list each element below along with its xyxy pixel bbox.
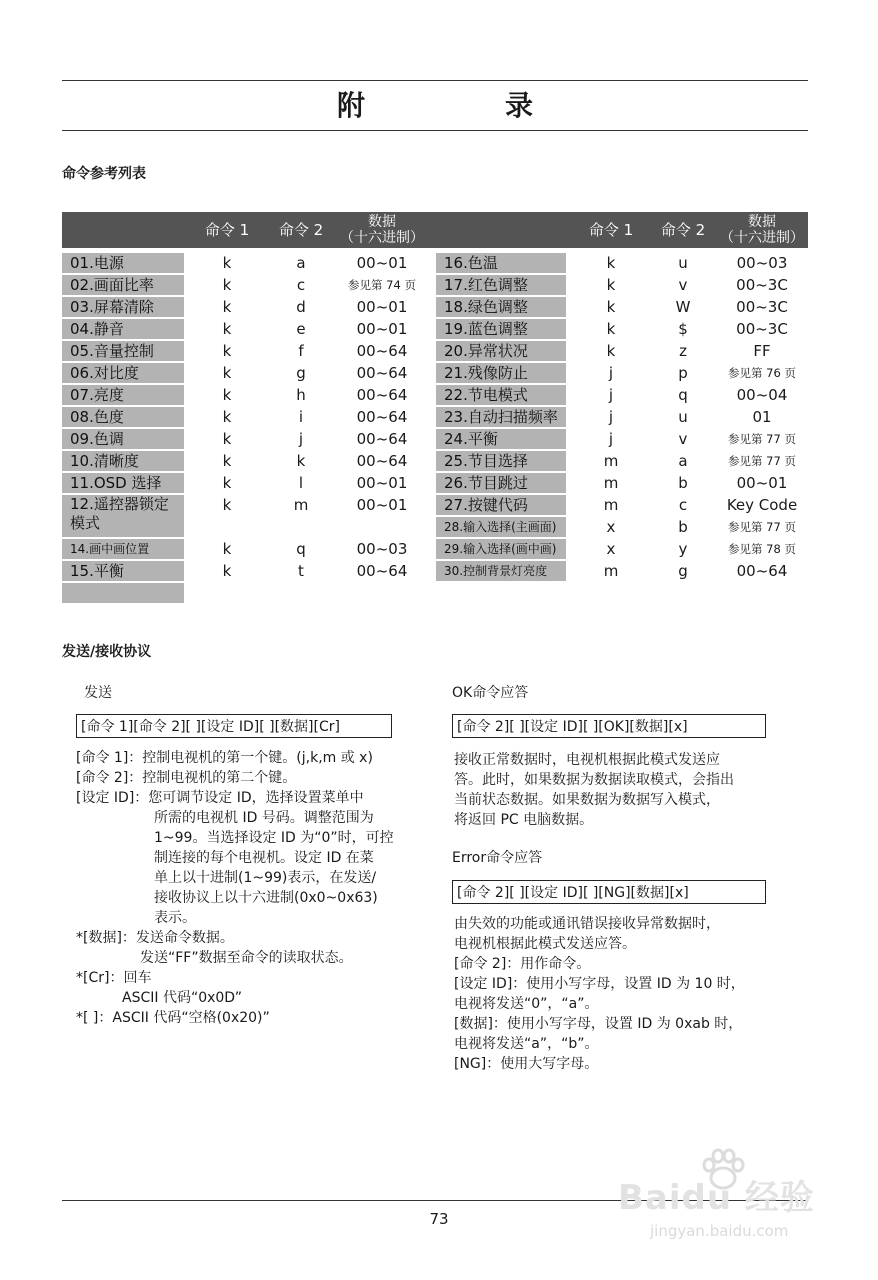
row-command2: p: [678, 364, 688, 382]
row-data: 00~01: [356, 474, 408, 492]
row-name: 12.遥控器锁定 模式: [62, 495, 184, 537]
row-name: 30.控制背景灯亮度: [436, 561, 566, 581]
row-command1: k: [222, 452, 232, 470]
row-command1: j: [608, 364, 614, 382]
row-command1: k: [222, 298, 232, 316]
row-data: 00~01: [356, 496, 408, 514]
send-line: [设定 ID]：您可调节设定 ID，选择设置菜单中: [76, 790, 364, 806]
row-command1: k: [222, 430, 232, 448]
row-command1: k: [222, 496, 232, 514]
row-command2: h: [296, 386, 306, 404]
row-name: 14.画中画位置: [62, 539, 184, 559]
row-command2: z: [679, 342, 687, 360]
error-line: [命令 2]：用作命令。: [454, 956, 591, 972]
row-name: 05.音量控制: [62, 341, 184, 361]
row-name: 27.按键代码: [436, 495, 566, 515]
row-data: 00~64: [356, 386, 408, 404]
row-data: 00~01: [736, 474, 788, 492]
row-name: 09.色调: [62, 429, 184, 449]
row-command2: a: [678, 452, 688, 470]
row-command1: k: [222, 342, 232, 360]
row-name: 07.亮度: [62, 385, 184, 405]
row-name: 25.节目选择: [436, 451, 566, 471]
row-data: 00~64: [356, 562, 408, 580]
row-name: 01.电源: [62, 253, 184, 273]
row-data: Key Code: [726, 496, 798, 514]
row-name: 24.平衡: [436, 429, 566, 449]
ok-format-box: [命令 2][ ][设定 ID][ ][OK][数据][x]: [452, 714, 766, 738]
error-line: 电视机根据此模式发送应答。: [454, 936, 636, 952]
row-data: 00~01: [356, 320, 408, 338]
row-command1: k: [222, 364, 232, 382]
table-row: [62, 406, 434, 428]
row-command1: k: [606, 298, 616, 316]
row-command2: k: [296, 452, 306, 470]
header-cmd1-right: 命令 1: [588, 221, 634, 239]
row-data: 00~64: [356, 364, 408, 382]
header-data-line2: （十六进制）: [720, 230, 804, 246]
table-row: [62, 274, 434, 296]
ok-line: 接收正常数据时，电视机根据此模式发送应: [454, 752, 720, 768]
row-command1: k: [222, 408, 232, 426]
row-data: 00~64: [736, 562, 788, 580]
error-line: 由失效的功能或通讯错误接收异常数据时，: [454, 916, 720, 932]
error-format-box: [命令 2][ ][设定 ID][ ][NG][数据][x]: [452, 880, 766, 904]
row-command1: x: [606, 540, 616, 558]
table-row: [436, 296, 808, 318]
row-data: [334, 582, 430, 604]
title-rule: [62, 130, 808, 131]
row-data: 参见第 76 页: [728, 366, 796, 380]
send-line: [命令 1]：控制电视机的第一个键。(j,k,m 或 x): [76, 750, 373, 766]
send-description: [76, 748, 394, 1028]
header-data-line1: 数据: [748, 214, 776, 230]
watermark-logo: Baidu 经验: [618, 1178, 815, 1218]
row-command1: k: [222, 320, 232, 338]
row-name: 08.色度: [62, 407, 184, 427]
table-row: [62, 296, 434, 318]
row-command2: b: [678, 518, 688, 536]
row-name: 15.平衡: [62, 561, 184, 581]
row-command2: g: [678, 562, 688, 580]
row-data: 01: [752, 408, 772, 426]
row-command2: v: [678, 276, 688, 294]
table-row: [436, 450, 808, 472]
row-name: 17.红色调整: [436, 275, 566, 295]
send-line: 发送“FF”数据至命令的读取状态。: [140, 950, 353, 966]
page-number: 73: [429, 1210, 449, 1228]
row-name: 20.异常状况: [436, 341, 566, 361]
ok-heading: OK命令应答: [452, 685, 529, 701]
row-name: 02.画面比率: [62, 275, 184, 295]
row-command1: m: [603, 452, 619, 470]
row-command2: t: [298, 562, 304, 580]
row-command2: u: [678, 254, 688, 272]
row-name: 26.节目跳过: [436, 473, 566, 493]
send-heading: 发送: [84, 685, 112, 701]
table-row: [436, 384, 808, 406]
row-command1: m: [603, 496, 619, 514]
ok-line: 将返回 PC 电脑数据。: [454, 812, 594, 828]
row-command2: a: [296, 254, 306, 272]
row-name: 29.输入选择(画中画): [436, 539, 566, 559]
row-command2: v: [678, 430, 688, 448]
section-heading-protocol: 发送/接收协议: [62, 644, 152, 660]
table-row: [62, 384, 434, 406]
row-data: 00~64: [356, 408, 408, 426]
table-row: [62, 538, 434, 560]
row-command2: y: [678, 540, 688, 558]
row-command1: m: [603, 474, 619, 492]
ok-line: 答。此时，如果数据为数据读取模式，会指出: [454, 772, 734, 788]
error-line: [NG]：使用大写字母。: [454, 1056, 599, 1072]
send-format-box: [命令 1][命令 2][ ][设定 ID][ ][数据][Cr]: [76, 714, 392, 738]
row-data: 00~64: [356, 430, 408, 448]
table-row: [62, 428, 434, 450]
row-command1: k: [222, 276, 232, 294]
header-cmd2-left: 命令 2: [278, 221, 324, 239]
row-name: 23.自动扫描频率: [436, 407, 566, 427]
send-line: *[ ]：ASCII 代码“空格(0x20)”: [76, 1010, 270, 1026]
table-row: [62, 560, 434, 582]
table-row: [436, 340, 808, 362]
error-line: [设定 ID]：使用小写字母，设置 ID 为 10 时，: [454, 976, 745, 992]
send-line: 表示。: [154, 910, 196, 926]
error-heading: Error命令应答: [452, 850, 543, 866]
row-command1: k: [222, 562, 232, 580]
row-data: 参见第 74 页: [348, 278, 416, 292]
row-data: 00~03: [736, 254, 788, 272]
page-title: 附 录: [336, 89, 589, 122]
send-line: *[数据]：发送命令数据。: [76, 930, 234, 946]
row-data: 00~3C: [736, 320, 788, 338]
row-name: 21.残像防止: [436, 363, 566, 383]
row-command1: k: [222, 540, 232, 558]
row-command1: j: [608, 408, 614, 426]
row-data: 参见第 77 页: [728, 454, 796, 468]
table-row: [436, 472, 808, 494]
row-command2: $: [678, 320, 688, 338]
row-name: 11.OSD 选择: [62, 473, 184, 493]
send-line: *[Cr]：回车: [76, 970, 152, 986]
row-name: [62, 583, 184, 603]
row-name: 10.清晰度: [62, 451, 184, 471]
row-command2: m: [293, 496, 309, 514]
send-line: 制连接的每个电视机。设定 ID 在菜: [154, 850, 374, 866]
table-row: [436, 494, 808, 516]
table-row: [62, 472, 434, 494]
row-command2: u: [678, 408, 688, 426]
row-command2: c: [678, 496, 688, 514]
row-data: 参见第 78 页: [728, 542, 796, 556]
row-command2: q: [678, 386, 688, 404]
table-row: [436, 362, 808, 384]
table-row: [62, 318, 434, 340]
row-name: 28.输入选择(主画面): [436, 517, 566, 537]
header-data-left: [334, 212, 430, 248]
row-data: 00~04: [736, 386, 788, 404]
header-cmd2-right: 命令 2: [660, 221, 706, 239]
table-row: [436, 538, 808, 560]
top-rule: [62, 80, 808, 81]
row-command1: k: [606, 342, 616, 360]
table-row: [436, 274, 808, 296]
send-line: 1~99。当选择设定 ID 为“0”时，可控: [154, 830, 394, 846]
row-name: 22.节电模式: [436, 385, 566, 405]
header-data-right: [714, 212, 810, 248]
table-row: [62, 582, 434, 604]
row-command2: d: [296, 298, 306, 316]
row-command1: m: [603, 562, 619, 580]
row-data: FF: [753, 342, 771, 360]
row-command1: k: [222, 386, 232, 404]
row-command1: k: [606, 276, 616, 294]
row-name: 04.静音: [62, 319, 184, 339]
row-name: 16.色温: [436, 253, 566, 273]
row-command1: k: [606, 320, 616, 338]
table-row: [62, 494, 434, 532]
table-row: [62, 362, 434, 384]
error-line: [数据]：使用小写字母，设置 ID 为 0xab 时，: [454, 1016, 743, 1032]
send-line: [命令 2]：控制电视机的第二个键。: [76, 770, 297, 786]
header-cmd1-left: 命令 1: [204, 221, 250, 239]
row-command2: j: [298, 430, 304, 448]
row-data: 00~01: [356, 298, 408, 316]
row-command1: k: [222, 474, 232, 492]
row-command2: f: [298, 342, 304, 360]
table-header: [62, 212, 808, 248]
row-name: 06.对比度: [62, 363, 184, 383]
section-heading-command-list: 命令参考列表: [62, 166, 146, 182]
error-line: 电视将发送“0”，“a”。: [454, 996, 599, 1012]
send-line: 所需的电视机 ID 号码。调整范围为: [154, 810, 374, 826]
row-command1: k: [606, 254, 616, 272]
table-row: [436, 406, 808, 428]
send-line: 单上以十进制(1~99)表示，在发送/: [154, 870, 377, 886]
row-data: 00~3C: [736, 276, 788, 294]
row-command1: j: [608, 386, 614, 404]
row-command2: W: [675, 298, 691, 316]
row-command2: e: [296, 320, 306, 338]
table-row: [436, 318, 808, 340]
row-command2: b: [678, 474, 688, 492]
row-data: 00~3C: [736, 298, 788, 316]
row-data: 参见第 77 页: [728, 520, 796, 534]
watermark-url: jingyan.baidu.com: [650, 1222, 789, 1240]
row-data: 00~03: [356, 540, 408, 558]
header-data-line2: （十六进制）: [340, 230, 424, 246]
header-data-line1: 数据: [368, 214, 396, 230]
row-command1: [194, 582, 260, 604]
table-row: [62, 252, 434, 274]
row-command2: i: [298, 408, 304, 426]
row-name: 19.蓝色调整: [436, 319, 566, 339]
table-row: [436, 252, 808, 274]
table-row: [436, 560, 808, 582]
ok-line: 当前状态数据。如果数据为数据写入模式，: [454, 792, 720, 808]
row-command1: j: [608, 430, 614, 448]
table-row: [436, 516, 808, 538]
table-row: [436, 428, 808, 450]
row-data: 00~64: [356, 452, 408, 470]
table-row: [62, 450, 434, 472]
send-line: ASCII 代码“0x0D”: [122, 990, 242, 1006]
row-name: 18.绿色调整: [436, 297, 566, 317]
row-command2: c: [296, 276, 306, 294]
send-line: 接收协议上以十六进制(0x0~0x63): [154, 890, 378, 906]
row-command2: q: [296, 540, 306, 558]
row-command2: g: [296, 364, 306, 382]
error-line: 电视将发送“a”，“b”。: [454, 1036, 599, 1052]
row-command1: x: [606, 518, 616, 536]
row-data: 00~64: [356, 342, 408, 360]
row-command2: [268, 582, 334, 604]
row-command1: k: [222, 254, 232, 272]
ok-description: [454, 750, 734, 830]
row-data: 00~01: [356, 254, 408, 272]
row-command2: l: [298, 474, 304, 492]
table-row: [62, 340, 434, 362]
error-description: [454, 914, 745, 1074]
row-name: 03.屏幕清除: [62, 297, 184, 317]
row-data: 参见第 77 页: [728, 432, 796, 446]
